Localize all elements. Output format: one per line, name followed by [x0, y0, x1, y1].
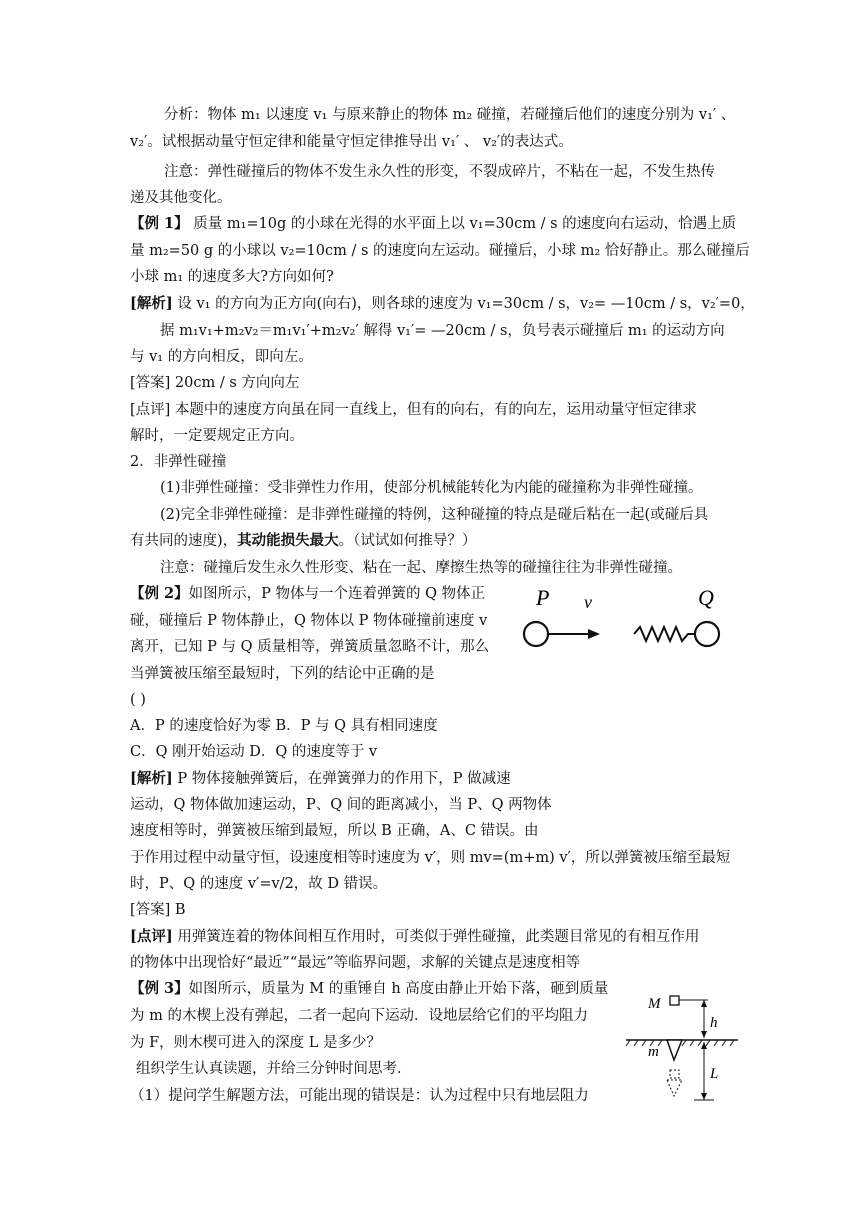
ball-p [524, 622, 548, 646]
solution-1-line-2: 据 m₁v₁+m₂v₂＝m₁v₁′+m₂v₂′ 解得 v₁′= —20cm / s，负号表示碰撞后 m₁ 的运动方向 [160, 323, 725, 339]
organize-line: 组织学生认真读题，并给三分钟时间思考． [136, 1061, 412, 1077]
note-2: 注意：碰撞后发生永久性形变、粘在一起、摩擦生热等的碰撞往往为非弹性碰撞。 [160, 560, 682, 576]
label-v: v [584, 592, 592, 612]
solution-2-line-5: 时，P、Q 的速度 v′=v/2，故 D 错误。 [130, 876, 388, 892]
solution-1-line-3: 与 v₁ 的方向相反，即向左。 [130, 349, 313, 365]
example-2-tag: 【例 2】 [130, 585, 189, 602]
options-ab: A．P 的速度恰好为零 B．P 与 Q 具有相同速度 [130, 718, 438, 734]
review-1-line-2: 解时，一定要规定正方向。 [130, 428, 304, 444]
inelastic-line-2: (2)完全非弹性碰撞：是非弹性碰撞的特例，这种碰撞的特点是碰后粘在一起(或碰后具 [160, 507, 709, 523]
solution-2-line-4: 于作用过程中动量守恒，设速度相等时速度为 v′，则 mv=(m+m) v′，所以弹簧被压缩至最短 [130, 850, 731, 866]
example-2-line-3: 离开，已知 P 与 Q 质量相等，弹簧质量忽略不计，那么 [130, 639, 490, 655]
label-M: M [648, 996, 661, 1012]
figure-pq-collision [516, 583, 732, 663]
inelastic-line-3: 有共同的速度)，其动能损失最大。（试试如何推导？） [130, 532, 477, 549]
label-p: P [536, 585, 550, 610]
depth-arrow-bottom [701, 1093, 707, 1100]
review-1-line-1: [点评] 本题中的速度方向虽在同一直线上，但有的向右，有的向左，运用动量守恒定律求 [130, 402, 697, 418]
example-2-line-5: ( ) [130, 692, 146, 708]
kinetic-loss-emphasis: 其动能损失最大 [237, 532, 339, 549]
figure-hammer-wedge [624, 990, 740, 1106]
spring [634, 627, 695, 641]
hammer-final-outline [670, 1070, 679, 1078]
solution-2-tag: [解析] [130, 770, 173, 787]
example-1-line-3: 小球 m₁ 的速度多大?方向如何? [130, 269, 334, 285]
options-cd: C．Q 刚开始运动 D．Q 的速度等于 v [130, 744, 378, 760]
inelastic-line-1: (1)非弹性碰撞：受非弹性力作用，使部分机械能转化为内能的碰撞称为非弹性碰撞。 [160, 480, 703, 496]
label-h: h [710, 1015, 718, 1031]
solution-2-line-1: [解析] P 物体接触弹簧后，在弹簧弹力的作用下，P 做减速 [130, 770, 511, 787]
section-2-heading: 2．非弹性碰撞 [130, 454, 227, 470]
label-L: L [710, 1066, 719, 1082]
solution-2-line-3: 速度相等时，弹簧被压缩到最短，所以 B 正确，A、C 错误。由 [130, 823, 539, 839]
answer-1: [答案] 20cm / s 方向向左 [130, 375, 300, 391]
velocity-arrow-head [588, 629, 600, 639]
answer-2: [答案] B [130, 902, 186, 918]
question-1: （1）提问学生解题方法，可能出现的错误是：认为过程中只有地层阻力 [130, 1088, 589, 1104]
example-1-tag: 【例 1】 [130, 215, 189, 232]
solution-1-line-1: [解析] 设 v₁ 的方向为正方向(向右)，则各球的速度为 v₁=30cm / s，v₂= —10cm / s，v₂′=0， [130, 295, 755, 312]
ball-q [695, 622, 719, 646]
example-3-line-1: 【例 3】如图所示，质量为 M 的重锤自 h 高度由静止开始下落，砸到质量 [130, 980, 609, 997]
wedge-final-outline [667, 1080, 682, 1096]
hammer-block [670, 996, 679, 1005]
review-2-line-2: 的物体中出现恰好“最近”“最远”等临界问题，求解的关键点是速度相等 [130, 955, 581, 971]
example-3-tag: 【例 3】 [130, 980, 189, 997]
analysis-line-2: v₂′。试根据动量守恒定律和能量守恒定律推导出 v₁′ 、 v₂′的表达式。 [130, 134, 573, 150]
wedge [667, 1040, 682, 1060]
note-line-2: 递及其他变化。 [130, 190, 232, 206]
solution-1-tag: [解析] [130, 295, 173, 312]
note-line-1: 注意：弹性碰撞后的物体不发生永久性的形变，不裂成碎片，不粘在一起，不发生热传 [164, 164, 715, 180]
analysis-line-1: 分析：物体 m₁ 以速度 v₁ 与原来静止的物体 m₂ 碰撞，若碰撞后他们的速度分别为 v₁′ 、 [164, 107, 736, 123]
example-2-line-1: 【例 2】如图所示，P 物体与一个连着弹簧的 Q 物体正 [130, 585, 486, 602]
example-3-line-2: 为 m 的木楔上没有弹起，二者一起向下运动．设地层给它们的平均阻力 [130, 1008, 588, 1024]
label-q: Q [698, 585, 714, 610]
height-arrow-top [701, 1000, 707, 1007]
example-2-line-2: 碰，碰撞后 P 物体静止，Q 物体以 P 物体碰撞前速度 v [130, 613, 488, 629]
example-1-line-2: 量 m₂=50 g 的小球以 v₂=10cm / s 的速度向左运动。碰撞后，小球 m₂ 恰好静止。那么碰撞后 [130, 243, 750, 259]
example-1-line-1: 【例 1】 质量 m₁=10g 的小球在光得的水平面上以 v₁=30cm / s 的速度向右运动，恰遇上质 [130, 215, 737, 232]
label-m: m [648, 1044, 659, 1060]
review-2-tag: [点评] [130, 928, 173, 945]
solution-2-line-2: 运动，Q 物体做加速运动，P、Q 间的距离减小，当 P、Q 两物体 [130, 797, 552, 813]
example-2-line-4: 当弹簧被压缩至最短时，下列的结论中正确的是 [130, 666, 435, 682]
example-3-line-3: 为 F，则木楔可进入的深度 L 是多少？ [130, 1035, 382, 1051]
review-2-line-1: [点评] 用弹簧连着的物体间相互作用时，可类似于弹性碰撞，此类题目常见的有相互作用 [130, 928, 700, 945]
height-arrow-bottom [701, 1031, 707, 1038]
